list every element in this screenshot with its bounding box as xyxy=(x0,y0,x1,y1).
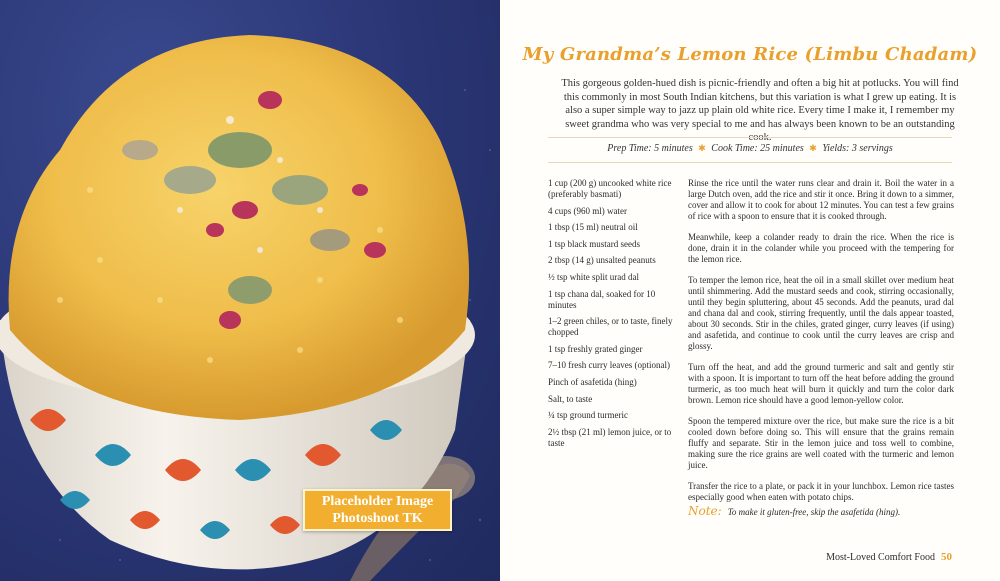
note-label: Note: xyxy=(688,504,722,518)
ingredient-item: 1 tsp black mustard seeds xyxy=(548,238,640,249)
recipe-intro: This gorgeous golden-hued dish is picnic-friendly and often a big hit at potlucks. You will find this commonly in most South Indian kitchens, but this variation is what I grew up eating. It is also a super simple way to jazz up plain old white rice. Every time I make it, I remember my sweet grandma who was very special to me and has always been known to be an outstanding xyxy=(561,78,959,130)
ingredient-item: 2½ tbsp (21 ml) lemon juice, or to taste xyxy=(548,426,672,448)
meta-separator-icon: ✱ xyxy=(809,143,817,153)
method-step: Transfer the rice to a plate, or pack it in your lunchbox. Lemon rice tastes especially good when eaten with potato chips. xyxy=(688,481,954,502)
meta-separator-icon: ✱ xyxy=(698,143,706,153)
ingredient-item: 4 cups (960 ml) water xyxy=(548,205,627,216)
meta-divider-top xyxy=(548,137,952,138)
prep-time: Prep Time: 5 minutes xyxy=(607,143,693,154)
ingredient-item: 1 tbsp (15 ml) neutral oil xyxy=(548,222,638,233)
method-step: Meanwhile, keep a colander ready to drain the rice. When the rice is done, drain it in the colander while you proceed with the tempering for the lemon rice. xyxy=(688,232,954,264)
method-step: Rinse the rice until the water runs clear and drain it. Boil the water in a large Dutch oven, add the rice and stir it once. Bring it down to a simmer, cover and allow it to cook for about 12 minutes. You can test a few grains of rice with a spoon to ensure that it is cooked through. xyxy=(688,178,954,221)
ingredient-item: 1 tsp chana dal, soaked for 10 minutes xyxy=(548,288,656,310)
yields: Yields: 3 servings xyxy=(822,143,893,154)
ingredient-item: 1 cup (200 g) uncooked white rice (preferably basmati) xyxy=(548,178,672,199)
method-step: To temper the lemon rice, heat the oil in a small skillet over medium heat until shimmering. Add the mustard seeds and cook, stirring occasionally, until they begin spluttering, about 45 seconds. Add the peanuts, urad dal and chana dal and cook, stirring frequently, until the dals appear toasted, about 30 seconds. Stir in the chiles, grated ginger, curry leaves (if using) and asafetida, and continue to cook until the curry leaves are crisp and glossy. xyxy=(688,275,954,351)
meta-divider-bottom xyxy=(548,162,952,163)
footer-section: Most-Loved Comfort Food xyxy=(826,552,935,563)
ingredient-item: Salt, to taste xyxy=(548,393,593,404)
recipe-title: My Grandma’s Lemon Rice (Limbu Chadam) xyxy=(522,44,978,65)
placeholder-image-badge xyxy=(303,489,452,531)
ingredient-item: 7–10 fresh curry leaves (optional) xyxy=(548,360,670,371)
ingredient-item: ½ tsp white split urad dal xyxy=(548,271,639,282)
method-steps xyxy=(688,178,954,513)
ingredient-item: ¼ tsp ground turmeric xyxy=(548,410,628,421)
recipe-meta xyxy=(548,143,952,154)
method-step: Turn off the heat, and add the ground turmeric and salt and gently stir with a spoon. It is important to turn off the heat before adding the ground turmeric, as too much heat will burn it quickly and turn the color dark brown. Lemon rice should have a good lemon-yellow color. xyxy=(688,362,954,405)
recipe-page xyxy=(500,0,1000,581)
page-number: 50 xyxy=(941,551,952,563)
ingredient-item: 2 tbsp (14 g) unsalted peanuts xyxy=(548,255,656,266)
ingredient-item: Pinch of asafetida (hing) xyxy=(548,376,637,387)
method-step: Spoon the tempered mixture over the rice, but make sure the rice is a bit cooled down before doing so. This will ensure that the grains remain fluffy and separate. Stir in the lemon juice and toss well to combine, making sure the rice grains are well coated with the turmeric and lemon juice. xyxy=(688,416,954,470)
ingredient-item: 1–2 green chiles, or to taste, finely chopped xyxy=(548,316,673,338)
page-footer xyxy=(826,551,952,563)
ingredient-list xyxy=(548,178,678,454)
recipe-note xyxy=(688,504,954,518)
ingredient-item: 1 tsp freshly grated ginger xyxy=(548,343,643,354)
cook-time: Cook Time: 25 minutes xyxy=(711,143,804,154)
note-text: To make it gluten-free, skip the asafetida (hing). xyxy=(727,507,901,517)
placeholder-line-1: Placeholder Image xyxy=(321,494,434,509)
placeholder-line-2: Photoshoot TK xyxy=(332,511,423,526)
